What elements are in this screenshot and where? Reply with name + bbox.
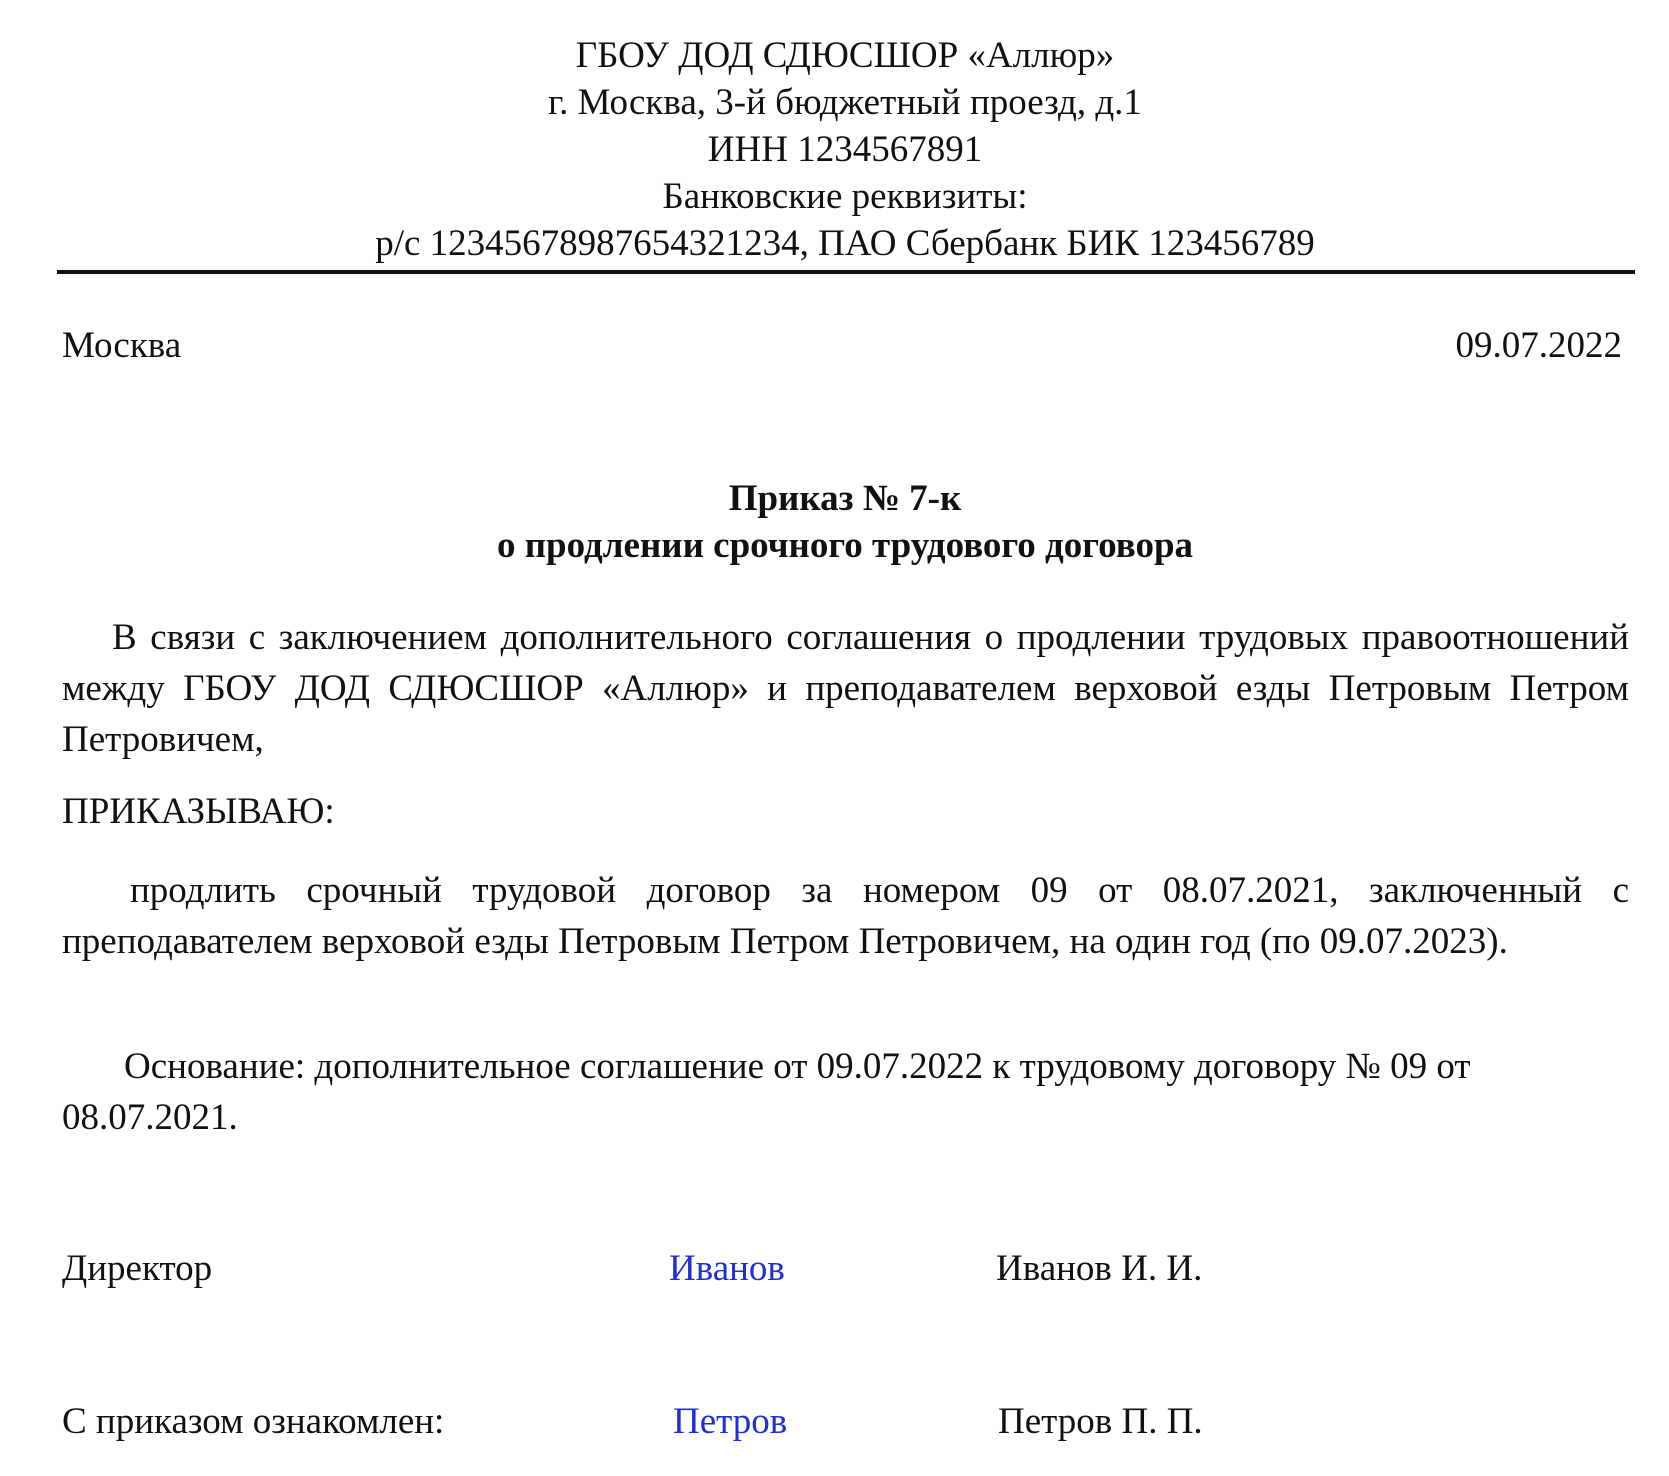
director-role: Директор: [62, 1248, 213, 1289]
acknowledgement-signature-row: [0, 1398, 1669, 1448]
order-clause: продлить срочный трудовой договор за номером 09 от 08.07.2021, заключенный с преподавателем верховой езды Петровым Петром Петровичем, на один год (по 09.07.2023).: [62, 870, 1629, 962]
order-number: Приказ № 7-к: [728, 478, 962, 519]
bank-label: Банковские реквизиты:: [662, 176, 1028, 217]
header-divider: [57, 270, 1635, 274]
letterhead: [0, 32, 1669, 267]
order-subject: о продлении срочного трудового договора: [496, 525, 1194, 566]
director-signature-row: [0, 1245, 1669, 1295]
document-title: [0, 475, 1669, 569]
preamble-paragraph: В связи с заключением дополнительного соглашения о продлении трудовых правоотношений между ГБОУ ДОД СДЮСШОР «Аллюр» и преподавателем верховой езды Петровым Петром Петровичем,: [62, 617, 1629, 760]
director-name: Иванов И. И.: [996, 1248, 1203, 1289]
basis-paragraph: Основание: дополнительное соглашение от 09.07.2022 к трудовому договору № 09 от 08.07.2021.: [62, 1046, 1471, 1138]
director-signature: Иванов: [669, 1248, 785, 1289]
document-date: 09.07.2022: [1455, 325, 1622, 366]
order-directive: ПРИКАЗЫВАЮ:: [62, 791, 335, 832]
bank-details: р/с 12345678987654321234, ПАО Сбербанк БИК 123456789: [375, 223, 1315, 264]
employee-name: Петров П. П.: [998, 1401, 1203, 1442]
employee-signature: Петров: [673, 1401, 788, 1442]
organization-inn: ИНН 1234567891: [707, 129, 983, 170]
organization-name: ГБОУ ДОД СДЮСШОР «Аллюр»: [575, 35, 1115, 76]
organization-address: г. Москва, 3-й бюджетный проезд, д.1: [548, 82, 1142, 123]
document-place: Москва: [62, 325, 182, 366]
acknowledgement-role: С приказом ознакомлен:: [62, 1401, 445, 1442]
